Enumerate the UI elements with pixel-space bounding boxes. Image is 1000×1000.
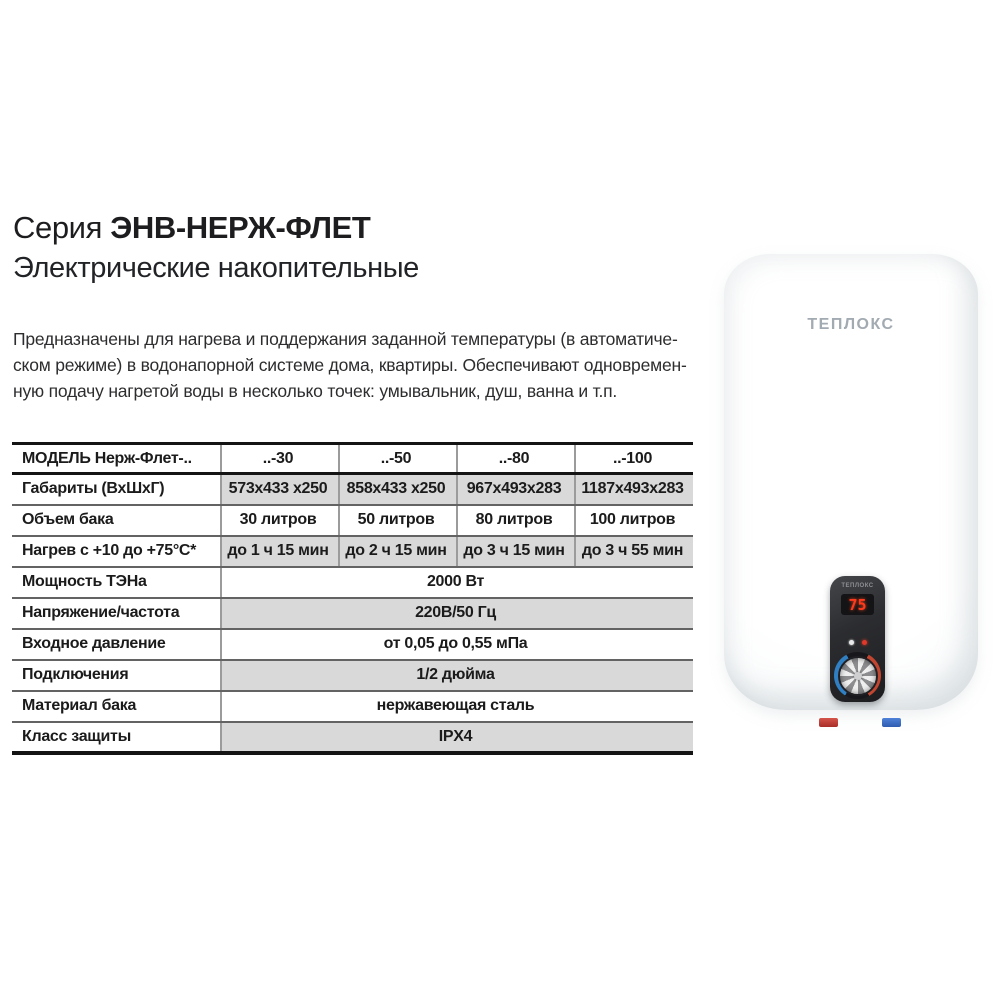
cell-value: 2000 Вт [221,567,693,598]
water-heater-body [724,254,978,710]
temperature-display: 75 [841,594,874,615]
cell-value: 30 литров [221,505,339,536]
table-row-heating-time [12,536,693,567]
header-col-80: ..-80 [457,444,575,474]
row-label: Материал бака [12,691,221,722]
cell-value: до 1 ч 15 мин [221,536,339,567]
temperature-scale-ring [834,652,881,699]
table-row-volume [12,505,693,536]
table-header-row [12,444,693,474]
table-row-tank-material [12,691,693,722]
table-row-inlet-pressure [12,629,693,660]
description-line: ную подачу нагретой воды в несколько точек: умывальник, душ, ванна и т.п. [13,381,618,401]
cell-value: IPX4 [221,722,693,753]
spec-table [12,442,693,755]
cell-value: 967х493х283 [457,474,575,505]
temperature-knob [838,656,878,696]
row-label: Подключения [12,660,221,691]
row-label: Нагрев с +10 до +75°С* [12,536,221,567]
cell-value: от 0,05 до 0,55 мПа [221,629,693,660]
row-label: Габариты (ВхШхГ) [12,474,221,505]
product-photo [724,254,978,730]
heating-indicator [862,640,867,645]
power-indicator [849,640,854,645]
cell-value: 1/2 дюйма [221,660,693,691]
table-row-voltage [12,598,693,629]
cell-value: 220В/50 Гц [221,598,693,629]
indicator-lamps [830,640,885,645]
page-title [13,210,370,246]
header-col-50: ..-50 [339,444,457,474]
hot-water-outlet [819,718,838,727]
table-row-protection-class [12,722,693,753]
series-name: ЭНВ-НЕРЖ-ФЛЕТ [110,210,371,245]
row-label: Мощность ТЭНа [12,567,221,598]
table-row-dimensions [12,474,693,505]
header-model-label: МОДЕЛЬ Нерж-Флет-.. [12,444,221,474]
cell-value: нержавеющая сталь [221,691,693,722]
cell-value: до 2 ч 15 мин [339,536,457,567]
table-row-connections [12,660,693,691]
brand-logo: ТЕПЛОКС [807,316,895,333]
panel-brand-label: ТЕПЛОКС [841,583,874,589]
description-line: ском режиме) в водонапорной системе дома, квартиры. Обеспечивают одновремен- [13,355,687,375]
page-subtitle: Электрические накопительные [13,252,419,284]
cell-value: до 3 ч 55 мин [575,536,693,567]
description-line: Предназначены для нагрева и поддержания заданной температуры (в автоматиче- [13,329,678,349]
cell-value: 573х433 х250 [221,474,339,505]
header-col-100: ..-100 [575,444,693,474]
cell-value: 858х433 х250 [339,474,457,505]
cold-water-inlet [882,718,901,727]
title-prefix: Серия [13,210,111,245]
row-label: Класс защиты [12,722,221,753]
header-col-30: ..-30 [221,444,339,474]
control-panel [830,576,885,702]
product-description [13,326,723,404]
table-row-power [12,567,693,598]
cell-value: 50 литров [339,505,457,536]
row-label: Объем бака [12,505,221,536]
cell-value: 80 литров [457,505,575,536]
cell-value: 1187х493х283 [575,474,693,505]
knob-hub [854,672,862,680]
cell-value: 100 литров [575,505,693,536]
row-label: Входное давление [12,629,221,660]
cell-value: до 3 ч 15 мин [457,536,575,567]
row-label: Напряжение/частота [12,598,221,629]
